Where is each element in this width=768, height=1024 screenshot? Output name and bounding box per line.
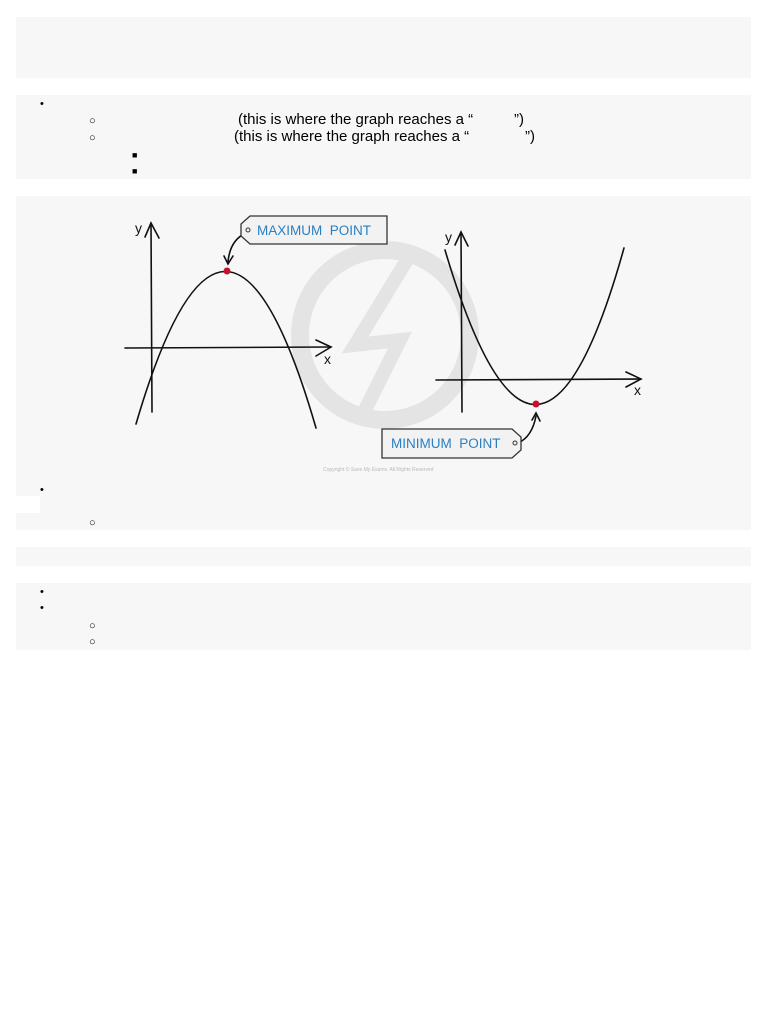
min-point (533, 401, 540, 408)
max-point (224, 268, 231, 275)
right-y-axis (461, 232, 462, 412)
left-x-label: x (324, 351, 331, 367)
bullet-circle: ○ (89, 517, 96, 529)
section-heading-block (16, 547, 751, 566)
bullet-circle: ○ (89, 132, 96, 144)
copyright-notice: Copyright © Save My Exams. All Rights Reserved (323, 467, 434, 473)
right-x-axis (436, 379, 641, 380)
list-item-close: ”) (525, 128, 535, 145)
list-item-text: (this is where the graph reaches a “ (238, 111, 474, 128)
bullet-square: ■ (132, 166, 138, 176)
bullet-square: ■ (132, 150, 138, 160)
list-item-close: ”) (514, 111, 524, 128)
right-x-label: x (634, 382, 641, 398)
right-y-label: y (445, 229, 452, 245)
left-y-axis (151, 223, 152, 412)
left-y-label: y (135, 220, 142, 236)
max-callout (241, 216, 387, 244)
watermark-logo (300, 250, 470, 420)
left-curve (136, 271, 316, 428)
max-callout-label: MAXIMUM POINT (257, 223, 371, 238)
min-callout-label: MINIMUM POINT (391, 436, 501, 451)
bullet-disc: • (40, 98, 44, 110)
bullet-circle: ○ (89, 115, 96, 127)
bullet-disc: • (40, 586, 44, 598)
left-x-axis (125, 347, 331, 348)
right-curve (445, 248, 624, 405)
min-callout (382, 429, 521, 458)
bullet-circle: ○ (89, 620, 96, 632)
left-y-arrow (145, 223, 159, 238)
list-item-text: (this is where the graph reaches a “ (234, 128, 470, 145)
white-gap (16, 496, 40, 513)
bullet-disc: • (40, 484, 44, 496)
list-block-2 (16, 583, 751, 650)
bullet-circle: ○ (89, 636, 96, 648)
bullet-disc: • (40, 602, 44, 614)
